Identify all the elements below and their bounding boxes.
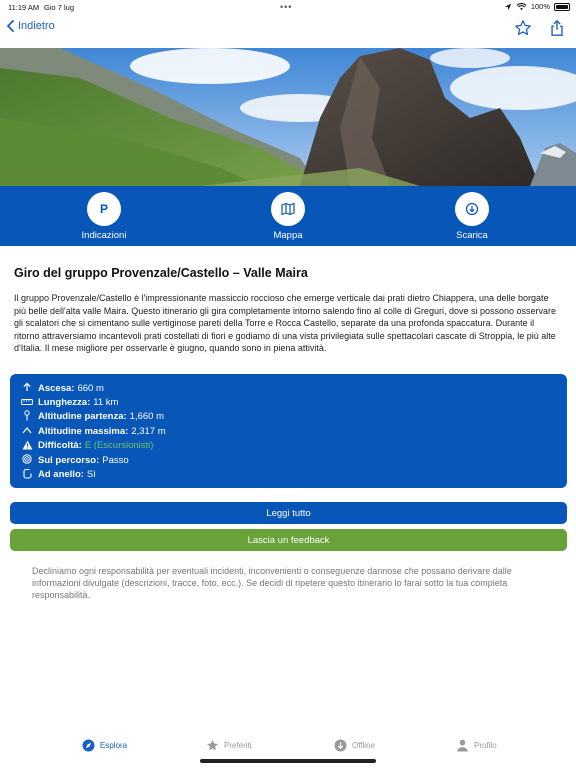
info-value: Passo bbox=[102, 454, 129, 466]
tab-favorites[interactable] bbox=[206, 739, 252, 752]
info-key: Ad anello: bbox=[38, 469, 84, 481]
difficulty-value: E (Escursionisti) bbox=[84, 440, 154, 452]
battery-percent: 100% bbox=[530, 2, 550, 11]
info-value: 1,660 m bbox=[129, 411, 164, 423]
info-value: 11 km bbox=[93, 397, 119, 409]
tab-label: Preferiti bbox=[224, 741, 252, 750]
info-length bbox=[20, 395, 557, 409]
info-key: Difficoltà: bbox=[38, 440, 82, 452]
info-ascent bbox=[20, 381, 557, 395]
chevron-left-icon bbox=[6, 20, 14, 32]
directions-label: Indicazioni bbox=[81, 230, 127, 241]
pin-icon bbox=[20, 410, 34, 423]
trail-photo bbox=[0, 48, 576, 186]
read-all-button[interactable]: Leggi tutto bbox=[10, 502, 567, 524]
star-icon bbox=[206, 739, 219, 752]
info-value: 660 m bbox=[77, 382, 104, 394]
tab-offline[interactable] bbox=[334, 739, 375, 752]
download-circle-icon bbox=[334, 739, 347, 752]
share-icon[interactable] bbox=[548, 19, 566, 37]
status-date: Gio 7 lug bbox=[44, 3, 75, 12]
feedback-button[interactable]: Lascia un feedback bbox=[10, 529, 567, 551]
directions-button[interactable] bbox=[59, 192, 149, 241]
back-label: Indietro bbox=[18, 20, 55, 32]
arrow-up-icon bbox=[20, 382, 34, 394]
multitask-dots-icon[interactable]: ••• bbox=[280, 2, 293, 12]
status-time: 11:19 AM bbox=[8, 3, 40, 12]
trail-description: Il gruppo Provenzale/Castello è l'impressionante massiccio roccioso che emerge verticale dai prati dietro Chiappera, una delle borgate più belle dell'alta valle Maira. Questo itinerario gli gira completamente intorno salendo fino al colle di Greguri, dove si possono osservare gli scalatori che si cimentano sulle vertiginose pareti della Torre e Rocca Castello, separate da una profonda spaccatura. Durante il ritorno attraversiamo incantevoli prati costellati di fiori e godiamo di una vista privilegiata sulle spettacolari cascate di Stroppia, le più alte d'Italia. Il mese migliore per osservarle è giugno, quando sono in piena attività. bbox=[14, 293, 557, 354]
peak-icon bbox=[20, 426, 34, 436]
battery-icon bbox=[554, 3, 570, 11]
info-loop bbox=[20, 467, 557, 481]
tab-bar bbox=[0, 735, 576, 768]
info-value: Sì bbox=[86, 469, 96, 481]
info-value: 2,317 m bbox=[131, 425, 166, 437]
person-icon bbox=[456, 739, 469, 752]
tab-profile[interactable] bbox=[456, 739, 497, 752]
compass-icon bbox=[82, 739, 95, 752]
wifi-icon bbox=[516, 3, 527, 11]
download-button[interactable] bbox=[427, 192, 517, 241]
info-start-altitude bbox=[20, 410, 557, 424]
location-icon bbox=[504, 3, 512, 11]
disclaimer-text: Decliniamo ogni responsabilità per eventuali incidenti, inconvenienti o conseguenze dannose che possano derivare dalle informazioni divulgate (descrizioni, tracce, foto, ecc.). Se decidi di ripetere questo itinerario lo farai sotto la tua completa responsabilità. bbox=[32, 566, 512, 601]
info-key: Altitudine partenza: bbox=[38, 411, 127, 423]
map-label: Mappa bbox=[273, 230, 303, 241]
home-indicator[interactable] bbox=[200, 759, 376, 763]
status-indicators bbox=[504, 2, 570, 11]
download-icon bbox=[455, 192, 489, 226]
map-button[interactable] bbox=[243, 192, 333, 241]
info-difficulty bbox=[20, 439, 557, 453]
info-key: Ascesa: bbox=[38, 382, 75, 394]
navigation-bar bbox=[0, 14, 576, 48]
loop-icon bbox=[20, 468, 34, 481]
back-button[interactable] bbox=[6, 20, 55, 32]
target-icon bbox=[20, 454, 34, 466]
nav-actions bbox=[514, 19, 566, 37]
action-band bbox=[0, 186, 576, 246]
ruler-icon bbox=[20, 398, 34, 408]
tab-label: Offline bbox=[352, 741, 375, 750]
tab-explore[interactable] bbox=[82, 739, 127, 752]
tab-label: Profilo bbox=[474, 741, 497, 750]
info-on-route bbox=[20, 453, 557, 467]
status-bar bbox=[0, 0, 576, 14]
info-key: Lunghezza: bbox=[38, 397, 91, 409]
info-key: Altitudine massima: bbox=[38, 425, 129, 437]
tab-label: Esplora bbox=[100, 741, 128, 750]
trail-info-card bbox=[10, 374, 567, 488]
parking-icon: P bbox=[87, 192, 121, 226]
download-label: Scarica bbox=[456, 230, 488, 241]
info-max-altitude bbox=[20, 424, 557, 438]
info-key: Sul percorso: bbox=[38, 454, 100, 466]
warning-icon bbox=[20, 440, 34, 452]
trail-title: Giro del gruppo Provenzale/Castello – Valle Maira bbox=[14, 266, 308, 280]
favorite-star-icon[interactable] bbox=[514, 19, 532, 37]
map-icon bbox=[271, 192, 305, 226]
